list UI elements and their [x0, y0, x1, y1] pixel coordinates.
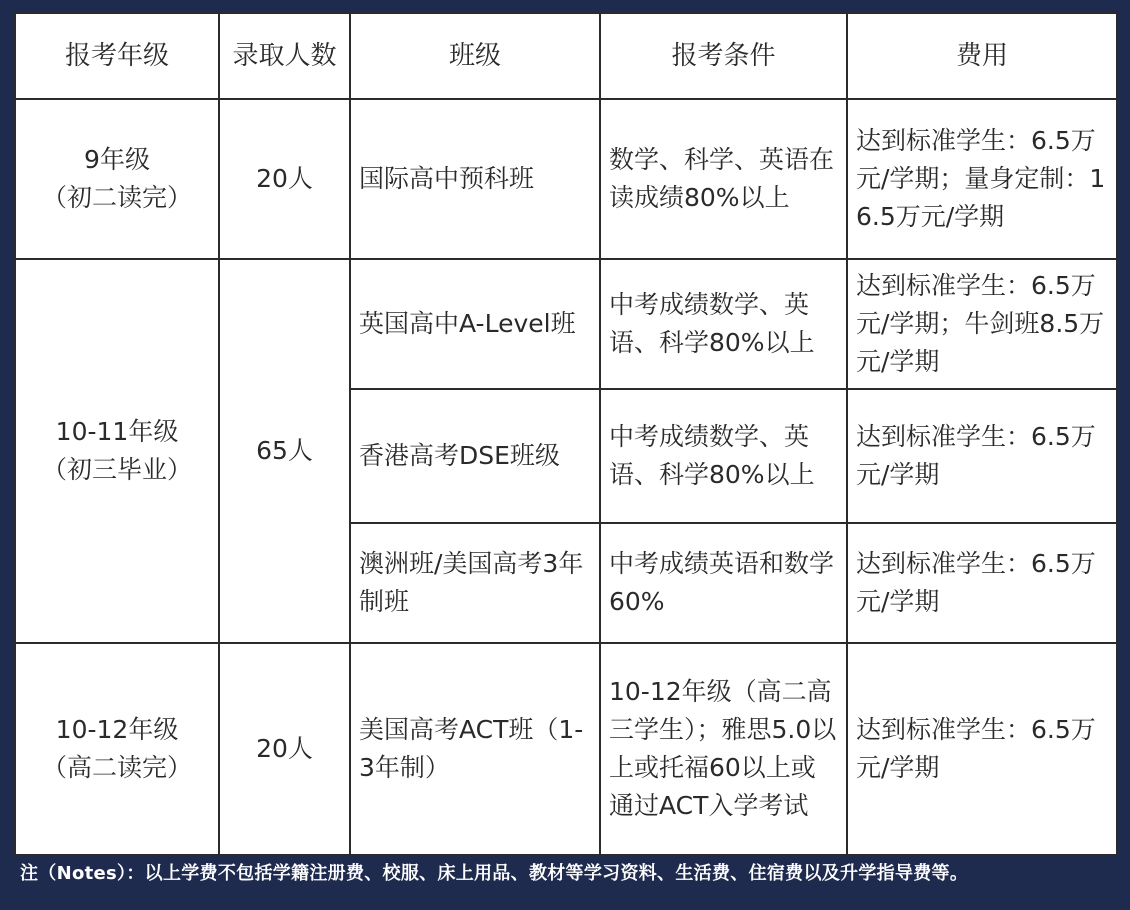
condition-cell: 中考成绩数学、英语、科学80%以上 — [600, 259, 847, 389]
table-row — [15, 643, 1117, 855]
fee-cell: 达到标准学生：6.5万元/学期 — [847, 643, 1117, 855]
grade-cell — [15, 643, 219, 855]
table-row — [15, 99, 1117, 259]
table-row — [15, 259, 1117, 389]
fee-cell: 达到标准学生：6.5万元/学期 — [847, 389, 1117, 523]
count-cell: 20人 — [219, 99, 350, 259]
class-cell: 国际高中预科班 — [350, 99, 600, 259]
fee-table — [14, 12, 1118, 856]
grade-label: 9年级 — [84, 145, 150, 174]
grade-label: 10-12年级 — [55, 715, 179, 744]
fee-cell: 达到标准学生：6.5万元/学期；牛剑班8.5万元/学期 — [847, 259, 1117, 389]
grade-cell — [15, 99, 219, 259]
condition-cell: 数学、科学、英语在读成绩80%以上 — [600, 99, 847, 259]
fee-cell: 达到标准学生：6.5万元/学期 — [847, 523, 1117, 643]
class-cell: 澳洲班/美国高考3年制班 — [350, 523, 600, 643]
condition-cell: 中考成绩英语和数学60% — [600, 523, 847, 643]
condition-cell: 10-12年级（高二高三学生）；雅思5.0以上或托福60以上或通过ACT入学考试 — [600, 643, 847, 855]
count-cell: 20人 — [219, 643, 350, 855]
class-cell: 美国高考ACT班（1-3年制） — [350, 643, 600, 855]
grade-label: 10-11年级 — [55, 417, 179, 446]
condition-cell: 中考成绩数学、英语、科学80%以上 — [600, 389, 847, 523]
count-cell: 65人 — [219, 259, 350, 643]
class-cell: 香港高考DSE班级 — [350, 389, 600, 523]
header-fee: 费用 — [847, 13, 1117, 99]
fee-cell: 达到标准学生：6.5万元/学期；量身定制：16.5万元/学期 — [847, 99, 1117, 259]
header-row — [15, 13, 1117, 99]
footnote: 注（Notes）：以上学费不包括学籍注册费、校服、床上用品、教材等学习资料、生活费、住宿费以及升学指导费等。 — [20, 863, 969, 884]
grade-sublabel: （初二读完） — [41, 183, 192, 212]
header-grade: 报考年级 — [15, 13, 219, 99]
grade-cell — [15, 259, 219, 643]
header-condition: 报考条件 — [600, 13, 847, 99]
grade-sublabel: （高二读完） — [41, 753, 192, 782]
grade-sublabel: （初三毕业） — [41, 455, 192, 484]
header-count: 录取人数 — [219, 13, 350, 99]
class-cell: 英国高中A-Level班 — [350, 259, 600, 389]
header-class: 班级 — [350, 13, 600, 99]
